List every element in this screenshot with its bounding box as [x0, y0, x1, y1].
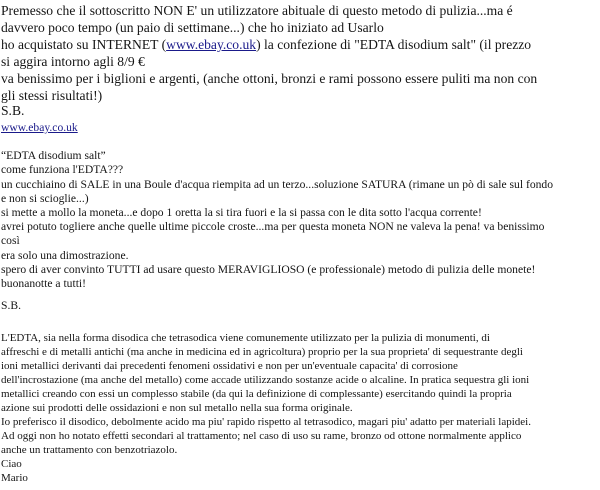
post3-line-5: metallici creando con essi un complesso stabile (da qui la definizione di complessante) esercitando quindi la propria	[1, 388, 512, 400]
post2-line-6: avrei potuto togliere anche quelle ultime piccole croste...ma per questa moneta NON ne valeva la pena! va benissimo	[1, 220, 545, 233]
post2-line-8: era solo una dimostrazione.	[1, 249, 129, 262]
post2-line-5: si mette a mollo la moneta...e dopo 1 oretta la si tira fuori e la si passa con le dita sotto l'acqua corrente!	[1, 206, 482, 219]
post2-line-2: come funziona l'EDTA???	[1, 163, 124, 176]
post3-line-10: Ciao	[1, 458, 22, 470]
post3-line-4: dell'incrostazione (ma anche del metallo) come accade utilizzando sostanze acide o alcaline. In pratica sequestra gli ioni	[1, 374, 530, 386]
post1-line-1: Premesso che il sottoscritto NON E' un utilizzatore abituale di questo metodo di pulizia...ma é	[1, 3, 513, 18]
post2-line-4: e non si scioglie...)	[1, 192, 89, 205]
post2-line-1: “EDTA disodium salt”	[1, 149, 106, 162]
post1-line-2: davvero poco tempo (un paio di settimane...) che ho iniziato ad Usarlo	[1, 20, 384, 35]
post1-line-5: va benissimo per i biglioni e argenti, (anche ottoni, bronzi e rami possono essere puliti ma non con	[1, 71, 538, 86]
post1-line-3-suffix: ) la confezione di "EDTA disodium salt" (il prezzo	[256, 37, 532, 52]
post3-line-11: Mario	[1, 472, 28, 484]
post1-line-3	[1, 38, 531, 52]
post2-line-7: così	[1, 234, 20, 247]
post1-line-6: gli stessi risultati!)	[1, 88, 103, 103]
post2-line-3: un cucchiaino di SALE in una Boule d'acqua riempita ad un terzo...soluzione SATURA (rimane un pò di sale sul fondo	[1, 178, 554, 191]
post3-line-1: L'EDTA, sia nella forma disodica che tetrasodica viene comunemente utilizzato per la pulizia di monumenti, di	[1, 332, 490, 344]
post2-signature: S.B.	[1, 299, 21, 312]
post3-line-2: affreschi e di metalli antichi (ma anche in medicina ed in agricoltura) proprio per la sua proprieta' di sequestrante degli	[1, 346, 523, 358]
post3-line-7: Io preferisco il disodico, debolmente acido ma piu' rapido rispetto al tetrasodico, magari piu' adatto per materiali lapidei.	[1, 416, 531, 428]
post3-line-9: anche un trattamento con benzotriazolo.	[1, 444, 178, 456]
post1-line-3-prefix: ho acquistato su INTERNET (	[1, 37, 167, 52]
ebay-link-inline[interactable]: www.ebay.co.uk	[166, 37, 257, 52]
post2-line-9: spero di aver convinto TUTTI ad usare questo MERAVIGLIOSO (e professionale) metodo di pulizia delle monete!	[1, 263, 536, 276]
post3-line-8: Ad oggi non ho notato effetti secondari al trattamento; nel caso di uso su rame, bronzo od ottone normalmente applico	[1, 430, 522, 442]
post1-signature: S.B.	[1, 103, 25, 118]
post3-line-6: azione sui prodotti delle ossidazioni e non sul metallo nella sua forma originale.	[1, 402, 353, 414]
ebay-link[interactable]: www.ebay.co.uk	[1, 121, 78, 134]
post3-line-3: ioni metallici derivanti dai precedenti fenomeni ossidativi e non per un'eventuale capacita' di corrosione	[1, 360, 458, 372]
post1-line-4: si aggira intorno agli 8/9 €	[1, 54, 145, 69]
post2-line-10: buonanotte a tutti!	[1, 277, 87, 290]
